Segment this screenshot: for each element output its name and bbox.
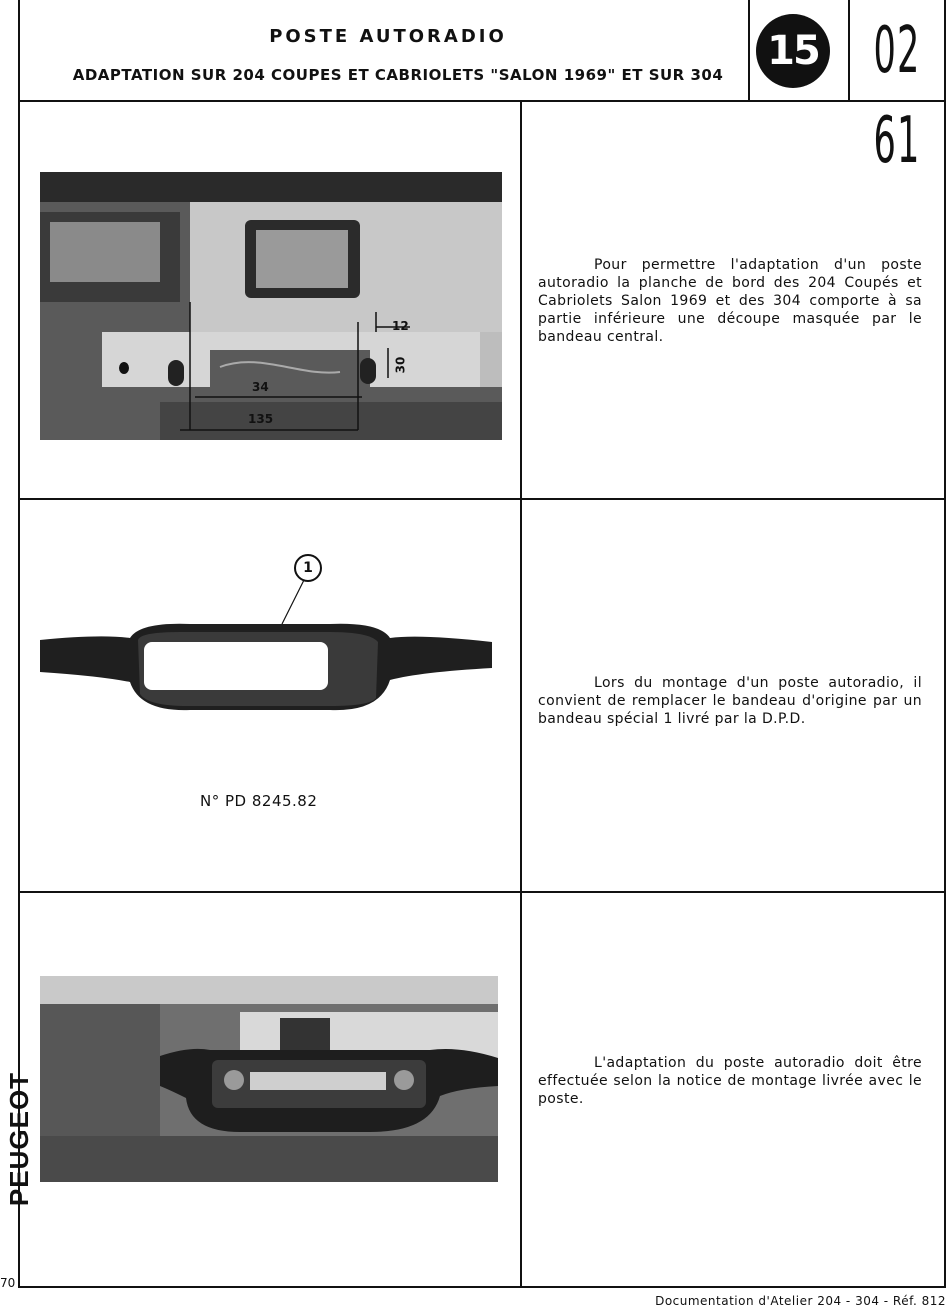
dashboard-cutout-photo (40, 172, 502, 440)
row-divider (18, 498, 946, 500)
dimension-label: 135 (248, 412, 274, 426)
row-divider (18, 891, 946, 893)
page-title: POSTE AUTORADIO (269, 26, 507, 47)
callout-number: 1 (294, 554, 322, 582)
page-number: 70 (0, 1276, 16, 1290)
part-number-caption: N° PD 8245.82 (200, 792, 318, 810)
header-divider (848, 0, 850, 102)
paragraph-text: L'adaptation du poste autoradio doit être effectuée selon la notice de montage livrée avec le poste. (538, 1055, 922, 1107)
section-text (538, 1054, 922, 1108)
header-divider (748, 0, 750, 102)
paragraph-text: Lors du montage d'un poste autoradio, il convient de remplacer le bandeau d'origine par un bandeau spécial 1 livré par la D.P.D. (538, 675, 922, 727)
section-number-badge: 15 (756, 14, 830, 88)
paragraph-text: Pour permettre l'adaptation d'un poste autoradio la planche de bord des 204 Coupés et Cabriolets Salon 1969 et des 304 comporte à sa partie inférieure une découpe masquée par le bandeau central. (538, 257, 922, 345)
column-divider (520, 102, 522, 1288)
page-footer: Documentation d'Atelier 204 - 304 - Réf. 812 (655, 1294, 946, 1308)
bezel-photo (40, 620, 492, 720)
sheet-code: 02 61 (873, 14, 921, 178)
side-brand-logo: PEUGEOT (4, 1071, 34, 1207)
installed-radio-photo (40, 976, 498, 1182)
dimension-label: 30 (393, 356, 408, 374)
section-text (538, 674, 922, 728)
callout-leader (278, 578, 308, 628)
dimension-label: 34 (252, 380, 269, 394)
page-header (18, 0, 946, 178)
page-subtitle: ADAPTATION SUR 204 COUPES ET CABRIOLETS "SALON 1969" ET SUR 304 (72, 66, 724, 84)
section-text (538, 256, 922, 346)
dimension-label: 12 (392, 319, 409, 333)
